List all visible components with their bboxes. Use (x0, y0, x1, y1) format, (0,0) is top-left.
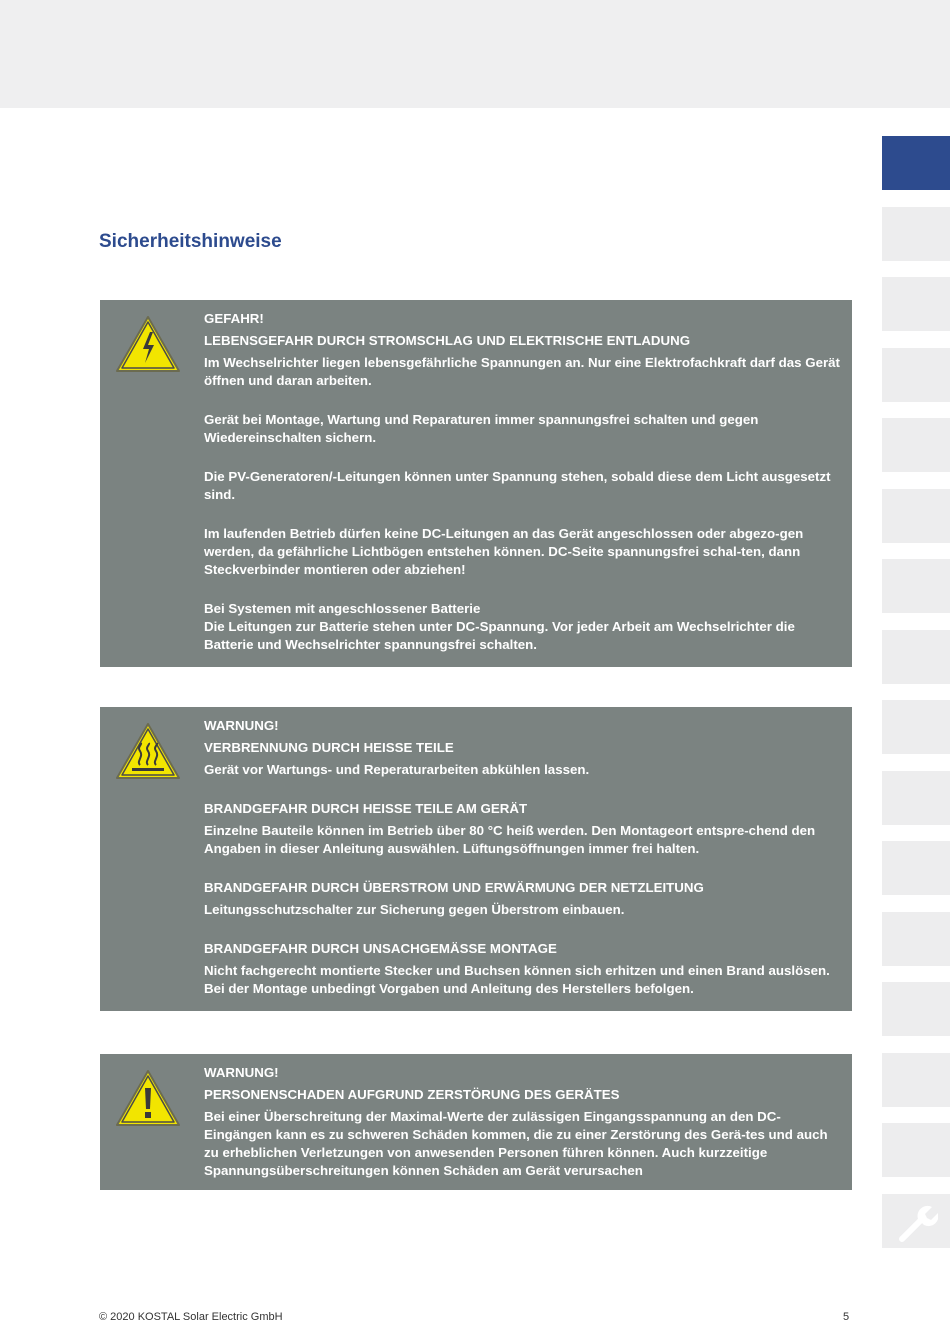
warning-heading: LEBENSGEFAHR DURCH STROMSCHLAG UND ELEKTRISCHE ENTLADUNG (204, 333, 691, 348)
warning-heading: VERBRENNUNG DURCH HEISSE TEILE (204, 740, 454, 755)
side-tab-13[interactable] (882, 982, 950, 1036)
side-tab-11[interactable] (882, 841, 950, 895)
warning-label: WARNUNG! (204, 1065, 279, 1080)
side-tab-8[interactable] (882, 630, 950, 684)
side-tab-1[interactable] (882, 136, 950, 190)
warning-text: Einzelne Bauteile können im Betrieb über 80 °C heiß werden. Den Montageort entspre-chend den Angaben in dieser Anleitung auswählen. Lüftungsöffnungen immer frei halten. (204, 823, 816, 856)
danger-box-electric (100, 300, 852, 667)
side-tab-6[interactable] (882, 489, 950, 543)
side-tab-5[interactable] (882, 418, 950, 472)
warning-text: Gerät vor Wartungs- und Reperaturarbeiten abkühlen lassen. (204, 762, 590, 777)
warning-label: WARNUNG! (204, 718, 279, 733)
hot-surface-icon (114, 721, 182, 781)
side-tab-7[interactable] (882, 559, 950, 613)
side-tab-3[interactable] (882, 277, 950, 331)
side-tab-9[interactable] (882, 700, 950, 754)
warning-paragraph: Im Wechselrichter liegen lebensgefährliche Spannungen an. Nur eine Elektrofachkraft darf das Gerät öffnen und daran arbeiten. (204, 355, 840, 388)
warning-content (204, 717, 842, 998)
side-tab-12[interactable] (882, 912, 950, 966)
warning-subheading: BRANDGEFAHR DURCH HEISSE TEILE AM GERÄT (204, 801, 528, 816)
warning-heading: PERSONENSCHADEN AUFGRUND ZERSTÖRUNG DES GERÄTES (204, 1087, 620, 1102)
header-band (0, 0, 950, 108)
warning-subheading: BRANDGEFAHR DURCH UNSACHGEMÄSSE MONTAGE (204, 941, 557, 956)
footer-copyright: © 2020 KOSTAL Solar Electric GmbH (99, 1311, 283, 1323)
side-tab-15[interactable] (882, 1123, 950, 1177)
warning-box-heat (100, 707, 852, 1011)
warning-text: Leitungsschutzschalter zur Sicherung gegen Überstrom einbauen. (204, 902, 625, 917)
warning-paragraph: Im laufenden Betrieb dürfen keine DC-Leitungen an das Gerät angeschlossen oder abgezo-gen werden, da gefährliche Lichtbögen entstehen können. DC-Seite spannungsfrei schal-ten, dann Steckverbinder montieren oder abziehen! (204, 526, 804, 577)
page-number: 5 (843, 1311, 850, 1323)
warning-content (204, 1064, 842, 1180)
warning-paragraph: Die Leitungen zur Batterie stehen unter DC-Spannung. Vor jeder Arbeit am Wechselrichter die Batterie und Wechselrichter spannungsfrei schalten. (204, 619, 795, 652)
electric-shock-icon (114, 314, 182, 374)
exclamation-warning-icon (114, 1068, 182, 1128)
side-tab-tools[interactable] (882, 1194, 950, 1248)
side-tab-14[interactable] (882, 1053, 950, 1107)
warning-box-damage (100, 1054, 852, 1190)
side-tab-4[interactable] (882, 348, 950, 402)
page-title: Sicherheitshinweise (99, 231, 282, 252)
warning-subheading: BRANDGEFAHR DURCH ÜBERSTROM UND ERWÄRMUNG DER NETZLEITUNG (204, 880, 704, 895)
side-tab-2[interactable] (882, 207, 950, 261)
danger-content (204, 310, 842, 654)
side-tab-10[interactable] (882, 771, 950, 825)
warning-paragraph: Gerät bei Montage, Wartung und Reparaturen immer spannungsfrei schalten und gegen Wiedereinschalten sichern. (204, 412, 759, 445)
warning-text: Bei einer Überschreitung der Maximal-Werte der zulässigen Eingangsspannung an den DC-Eingängen kann es zu schweren Schäden kommen, die zu einer Zerstörung des Gerä-tes und auch zu erheblichen Verletzungen von anwesenden Personen führen können. Auch kurzzeitige Spannungsüberschreitungen können Schäden am Gerät verursachen (204, 1109, 828, 1178)
warning-paragraph: Bei Systemen mit angeschlossener Batterie (204, 601, 481, 616)
warning-text: Nicht fachgerecht montierte Stecker und Buchsen können sich erhitzen und einen Brand auslösen. Bei der Montage unbedingt Vorgaben und Anleitung des Herstellers befolgen. (204, 963, 830, 996)
warning-label: GEFAHR! (204, 311, 264, 326)
warning-paragraph: Die PV-Generatoren/-Leitungen können unter Spannung stehen, sobald diese dem Licht ausgesetzt sind. (204, 469, 831, 502)
wrench-icon (894, 1199, 938, 1243)
